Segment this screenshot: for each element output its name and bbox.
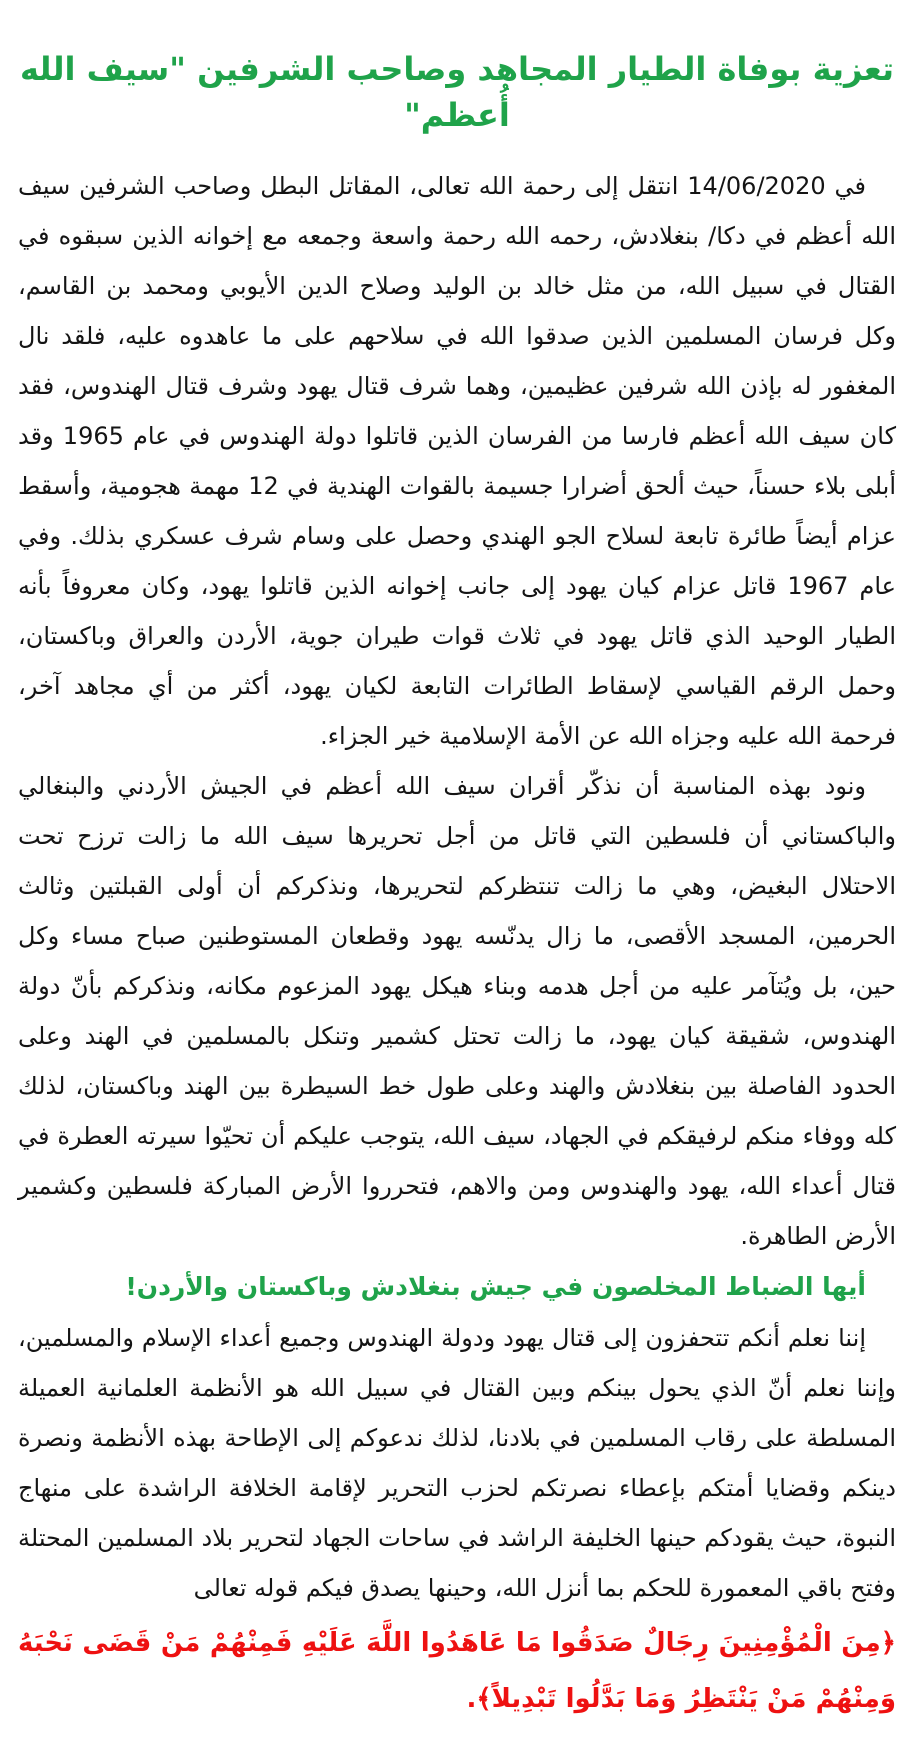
paragraph-obituary: في 14/06/2020 انتقل إلى رحمة الله تعالى، المقاتل البطل وصاحب الشرفين سيف الله أعظم في دكا/ بنغلادش، رحمه الله رحمة واسعة وجمعه مع إخوانه الذين سبقوه في القتال في سبيل الله، من مثل خالد بن الوليد وصلاح الدين الأيوبي ومحمد بن القاسم، وكل فرسان المسلمين الذين صدقوا الله في سلاحهم على ما عاهدوه عليه، فلقد نال المغفور له بإذن الله شرفين عظيمين، وهما شرف قتال يهود وشرف قتال الهندوس، فقد كان سيف الله أعظم فارسا من الفرسان الذين قاتلوا دولة الهندوس في عام 1965 وقد أبلى بلاء حسناً، حيث ألحق أضرارا جسيمة بالقوات الهندية في 12 مهمة هجومية، وأسقط عزام أيضاً طائرة تابعة لسلاح الجو الهندي وحصل على وسام شرف عسكري بذلك. وفي عام 1967 قاتل عزام كيان يهود إلى جانب إخوانه الذين قاتلوا يهود، وكان معروفاً بأنه الطيار الوحيد الذي قاتل يهود في ثلاث قوات طيران جوية، الأردن والعراق وباكستان، وحمل الرقم القياسي لإسقاط الطائرات التابعة لكيان يهود، أكثر من أي مجاهد آخر، فرحمة الله عليه وجزاه الله عن الأمة الإسلامية خير الجزاء. — [18, 171, 896, 750]
document-title: تعزية بوفاة الطيار المجاهد وصاحب الشرفين "سيف الله أُعظم" — [20, 50, 894, 135]
paragraph-reminder: ونود بهذه المناسبة أن نذكّر أقران سيف الله أعظم في الجيش الأردني والبنغالي والباكستاني أن فلسطين التي قاتل من أجل تحريرها سيف الله ما زالت ترزح تحت الاحتلال البغيض، وهي ما زالت تنتظركم لتحريرها، ونذكركم أن أولى القبلتين وثالث الحرمين، المسجد الأقصى، ما زال يدنّسه يهود وقطعان المستوطنين صباح مساء وكل حين، بل ويُتآمر عليه من أجل هدمه وبناء هيكل يهود المزعوم مكانه، ونذكركم بأنّ دولة الهندوس، شقيقة كيان يهود، ما زالت تحتل كشمير وتنكل بالمسلمين في الهند وعلى الحدود الفاصلة بين بنغلادش والهند وعلى طول خط السيطرة بين الهند وباكستان، لذلك كله ووفاء منكم لرفيقكم في الجهاد، سيف الله، يتوجب عليكم أن تحيّوا سيرته العطرة في قتال أعداء الله، يهود والهندوس ومن والاهم، فتحرروا الأرض المباركة فلسطين وكشمير الأرض الطاهرة. — [18, 771, 896, 1250]
paragraph-call-to-action: إننا نعلم أنكم تتحفزون إلى قتال يهود ودولة الهندوس وجميع أعداء الإسلام والمسلمين، وإننا نعلم أنّ الذي يحول بينكم وبين القتال في سبيل الله هو الأنظمة العلمانية العميلة المسلطة على رقاب المسلمين في بلادنا، لذلك ندعوكم إلى الإطاحة بهذه الأنظمة ونصرة دينكم وقضايا أمتكم بإعطاء نصرتكم لحزب التحرير لإقامة الخلافة الراشدة على منهاج النبوة، حيث يقودكم حينها الخليفة الراشد في ساحات الجهاد لتحرير بلاد المسلمين المحتلة وفتح باقي المعمورة للحكم بما أنزل الله، وحينها يصدق فيكم قوله تعالى — [18, 1323, 896, 1602]
officers-call-heading: أيها الضباط المخلصون في جيش بنغلادش وباكستان والأردن! — [125, 1271, 866, 1301]
quran-verse: ﴿مِنَ الْمُؤْمِنِينَ رِجَالٌ صَدَقُوا مَا عَاهَدُوا اللَّهَ عَلَيْهِ فَمِنْهُمْ مَنْ قَضَى نَحْبَهُ وَمِنْهُمْ مَنْ يَنْتَظِرُ وَمَا بَدَّلُوا تَبْدِيلاً﴾. — [18, 1627, 896, 1714]
